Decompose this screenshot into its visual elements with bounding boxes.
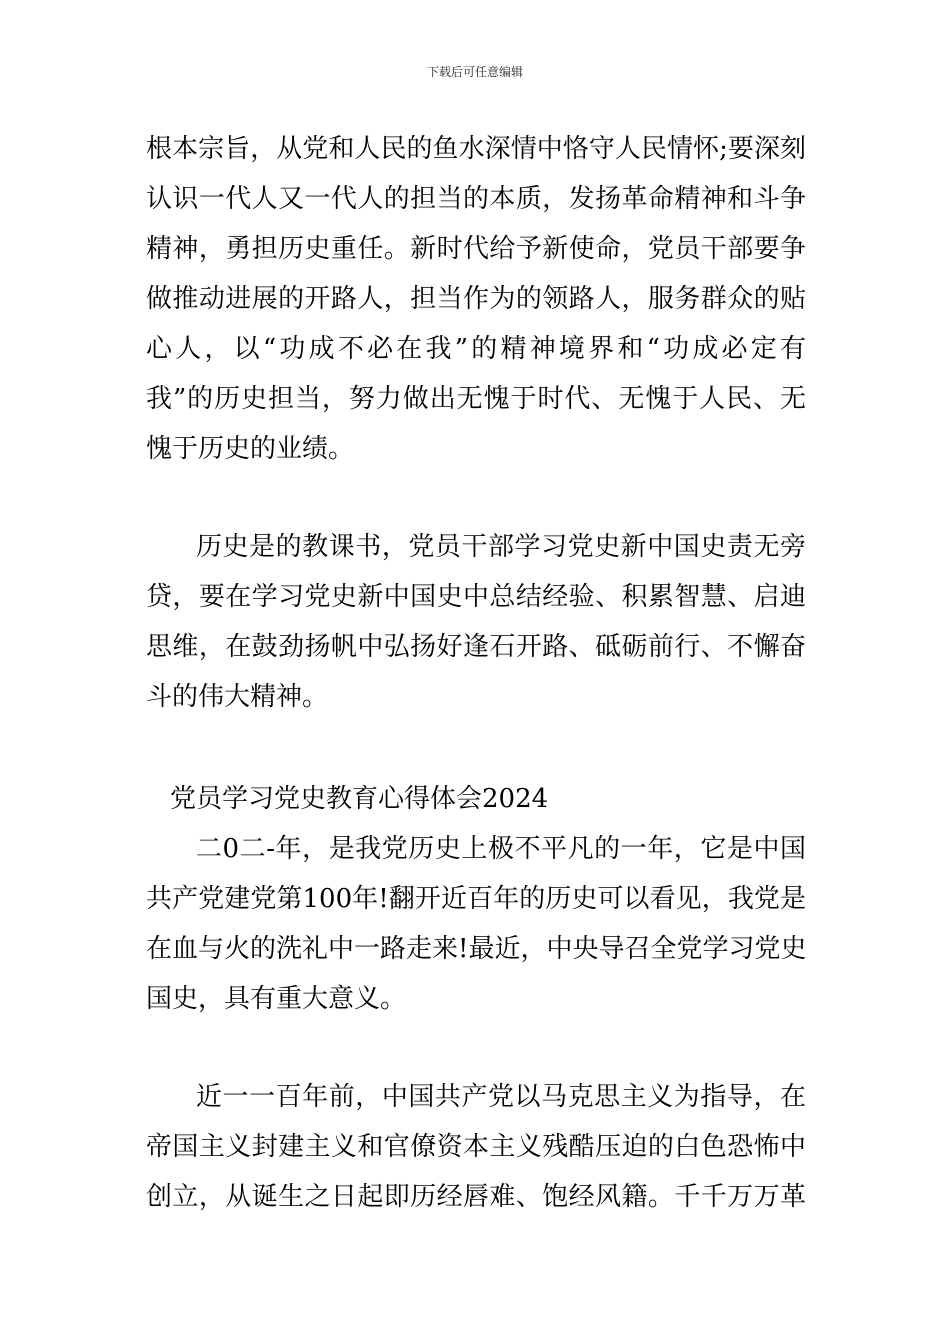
text-line: 创立，从诞生之日起即历经唇难、饱经风籍。千千万万革 bbox=[146, 1182, 806, 1212]
text-line: 根本宗旨，从党和人民的鱼水深情中恪守人民情怀;要深刻 bbox=[146, 134, 806, 164]
text-line: 认识一代人又一代人的担当的本质，发扬革命精神和斗争 bbox=[146, 184, 806, 214]
text-line: 心人，以“功成不必在我”的精神境界和“功成必定有 bbox=[146, 334, 806, 364]
text-line: 我”的历史担当，努力做出无愧于时代、无愧于人民、无 bbox=[146, 384, 806, 414]
text-line: 在血与火的洗礼中一路走来!最近，中央导召全党学习党史 bbox=[146, 934, 807, 964]
text-line: 做推动进展的开路人，担当作为的领路人，服务群众的贴 bbox=[146, 284, 806, 314]
section-title: 党员学习党史教育心得体会2024 bbox=[170, 784, 549, 814]
text-line: 精神，勇担历史重任。新时代给予新使命，党员干部要争 bbox=[146, 234, 806, 264]
text-line: 共产党建党第100年!翻开近百年的历史可以看见，我党是 bbox=[146, 884, 806, 914]
text-line: 思维，在鼓劲扬帆中弘扬好逢石开路、砥砺前行、不懈奋 bbox=[146, 632, 806, 662]
page-header: 下载后可任意编辑 bbox=[426, 65, 523, 79]
text-line: 帝国主义封建主义和官僚资本主义残酷压迫的白色恐怖中 bbox=[146, 1132, 806, 1162]
text-line: 愧于历史的业绩。 bbox=[146, 434, 355, 464]
text-line: 国史，具有重大意义。 bbox=[146, 984, 407, 1014]
text-line: 历史是的教课书，党员干部学习党史新中国史责无旁 bbox=[196, 532, 806, 562]
text-line: 贷，要在学习党史新中国史中总结经验、积累智慧、启迪 bbox=[146, 582, 806, 612]
text-line: 二0二-年，是我党历史上极不平凡的一年，它是中国 bbox=[196, 834, 806, 864]
text-line: 斗的伟大精神。 bbox=[146, 682, 329, 712]
text-line: 近一一百年前，中国共产党以马克思主义为指导，在 bbox=[196, 1082, 806, 1112]
